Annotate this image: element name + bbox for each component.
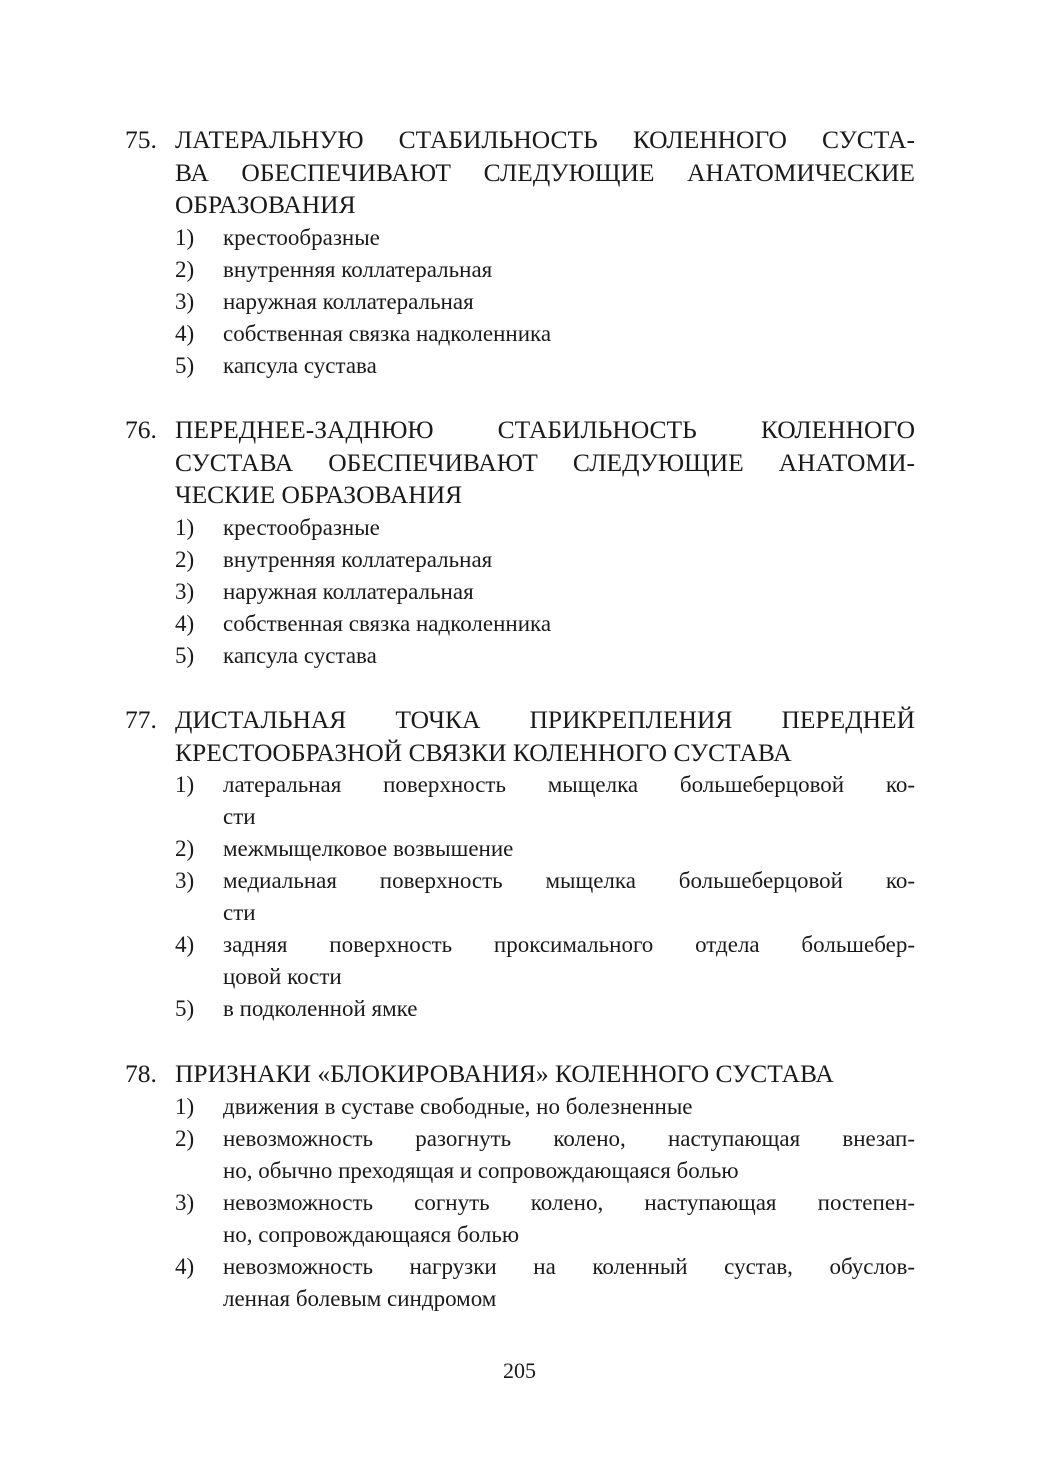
stem-line: ОБРАЗОВАНИЯ — [175, 190, 356, 219]
option-number: 5) — [175, 642, 195, 668]
option-text — [223, 993, 915, 1025]
stem-line: ПЕРЕДНЕЕ-ЗАДНЮЮ СТАБИЛЬНОСТЬ КОЛЕННОГО — [175, 415, 915, 444]
option-number: 2) — [175, 1125, 195, 1151]
answer-option — [175, 1187, 915, 1251]
option-line: задняя поверхность проксимального отдела большебер- — [223, 932, 915, 957]
option-number: 4) — [175, 932, 195, 957]
option-number: 1) — [175, 1093, 195, 1119]
question-77 — [125, 704, 915, 1025]
option-line: невозможность нагрузки на коленный сустав, обуслов- — [223, 1253, 915, 1279]
option-number: 1) — [175, 514, 195, 540]
option-line: невозможность разогнуть колено, наступающая внезап- — [223, 1125, 915, 1151]
option-number: 5) — [175, 996, 195, 1021]
option-number: 4) — [175, 610, 195, 636]
option-line: сти — [223, 804, 256, 829]
option-number: 2) — [175, 546, 195, 572]
option-number: 3) — [175, 578, 195, 604]
answer-option — [175, 993, 915, 1025]
answer-option — [175, 318, 915, 350]
question-76 — [125, 414, 915, 672]
question-stem — [175, 1058, 915, 1091]
option-number: 3) — [175, 868, 195, 893]
option-line: но, сопровождающаяся болью — [223, 1221, 520, 1247]
answer-options — [125, 769, 915, 1025]
answer-option — [175, 769, 915, 833]
option-line: внутренняя коллатеральная — [223, 546, 493, 572]
option-number: 4) — [175, 1253, 195, 1279]
answer-option — [175, 286, 915, 318]
option-line: медиальная поверхность мыщелка большеберцовой ко- — [223, 868, 915, 893]
option-number: 2) — [175, 836, 195, 861]
answer-option — [175, 608, 915, 640]
question-78 — [125, 1058, 915, 1315]
answer-option — [175, 544, 915, 576]
option-line: наружная коллатеральная — [223, 578, 474, 604]
option-line: капсула сустава — [223, 352, 377, 378]
page-number: 205 — [503, 1358, 536, 1383]
option-line: в подколенной ямке — [223, 996, 418, 1021]
answer-option — [175, 222, 915, 254]
question-header — [125, 1058, 915, 1091]
answer-option — [175, 640, 915, 672]
option-line: цовой кости — [223, 964, 342, 989]
option-number: 2) — [175, 256, 195, 282]
option-number: 3) — [175, 1189, 195, 1215]
stem-line: ЛАТЕРАЛЬНУЮ СТАБИЛЬНОСТЬ КОЛЕННОГО СУСТА- — [175, 125, 915, 154]
question-header — [125, 704, 915, 769]
option-number: 3) — [175, 288, 195, 314]
option-text — [223, 222, 915, 254]
option-text — [223, 1091, 915, 1123]
answer-option — [175, 576, 915, 608]
option-number: 4) — [175, 320, 195, 346]
answer-option — [175, 254, 915, 286]
option-text — [223, 929, 915, 993]
option-number: 1) — [175, 772, 195, 797]
option-line: движения в суставе свободные, но болезненные — [223, 1093, 693, 1119]
option-text — [223, 608, 915, 640]
option-line: собственная связка надколенника — [223, 610, 552, 636]
option-text — [223, 1251, 915, 1315]
answer-option — [175, 512, 915, 544]
option-line: ленная болевым синдромом — [223, 1285, 497, 1311]
option-text — [223, 318, 915, 350]
option-line: невозможность согнуть колено, наступающая постепен- — [223, 1189, 915, 1215]
option-text — [223, 1123, 915, 1187]
option-line: капсула сустава — [223, 642, 377, 668]
option-text — [223, 254, 915, 286]
answer-option — [175, 1091, 915, 1123]
answer-options — [125, 222, 915, 382]
answer-option — [175, 350, 915, 382]
option-number: 1) — [175, 224, 195, 250]
stem-line: ВА ОБЕСПЕЧИВАЮТ СЛЕДУЮЩИЕ АНАТОМИЧЕСКИЕ — [175, 157, 915, 187]
answer-option — [175, 1251, 915, 1315]
question-number: 78. — [125, 1059, 157, 1088]
option-text — [223, 769, 915, 833]
option-text — [223, 350, 915, 382]
stem-line: ДИСТАЛЬНАЯ ТОЧКА ПРИКРЕПЛЕНИЯ ПЕРЕДНЕЙ — [175, 705, 915, 734]
question-stem — [175, 414, 915, 512]
option-line: крестообразные — [223, 514, 380, 540]
answer-options — [125, 1091, 915, 1315]
option-line: но, обычно преходящая и сопровождающаяся болью — [223, 1157, 739, 1183]
option-line: сти — [223, 900, 256, 925]
option-number: 5) — [175, 352, 195, 378]
question-stem — [175, 124, 915, 222]
answer-option — [175, 833, 915, 865]
stem-line: ПРИЗНАКИ «БЛОКИРОВАНИЯ» КОЛЕННОГО СУСТАВА — [175, 1059, 834, 1088]
question-75 — [125, 124, 915, 382]
question-stem — [175, 704, 915, 769]
question-number: 75. — [125, 125, 157, 154]
option-line: крестообразные — [223, 224, 380, 250]
answer-option — [175, 929, 915, 993]
question-number: 76. — [125, 415, 157, 444]
stem-line: КРЕСТООБРАЗНОЙ СВЯЗКИ КОЛЕННОГО СУСТАВА — [175, 737, 792, 767]
answer-option — [175, 865, 915, 929]
option-text — [223, 640, 915, 672]
option-text — [223, 865, 915, 929]
option-line: наружная коллатеральная — [223, 288, 474, 314]
option-line: латеральная поверхность мыщелка большеберцовой ко- — [223, 772, 915, 797]
option-text — [223, 512, 915, 544]
option-text — [223, 1187, 915, 1251]
option-text — [223, 286, 915, 318]
option-line: внутренняя коллатеральная — [223, 256, 493, 282]
option-line: межмыщелковое возвышение — [223, 836, 514, 861]
question-number: 77. — [125, 705, 157, 734]
option-text — [223, 833, 915, 865]
question-header — [125, 124, 915, 222]
answer-option — [175, 1123, 915, 1187]
stem-line: СУСТАВА ОБЕСПЕЧИВАЮТ СЛЕДУЮЩИЕ АНАТОМИ- — [175, 447, 915, 477]
option-text — [223, 544, 915, 576]
option-text — [223, 576, 915, 608]
answer-options — [125, 512, 915, 672]
question-header — [125, 414, 915, 512]
option-line: собственная связка надколенника — [223, 320, 552, 346]
stem-line: ЧЕСКИЕ ОБРАЗОВАНИЯ — [175, 480, 463, 509]
